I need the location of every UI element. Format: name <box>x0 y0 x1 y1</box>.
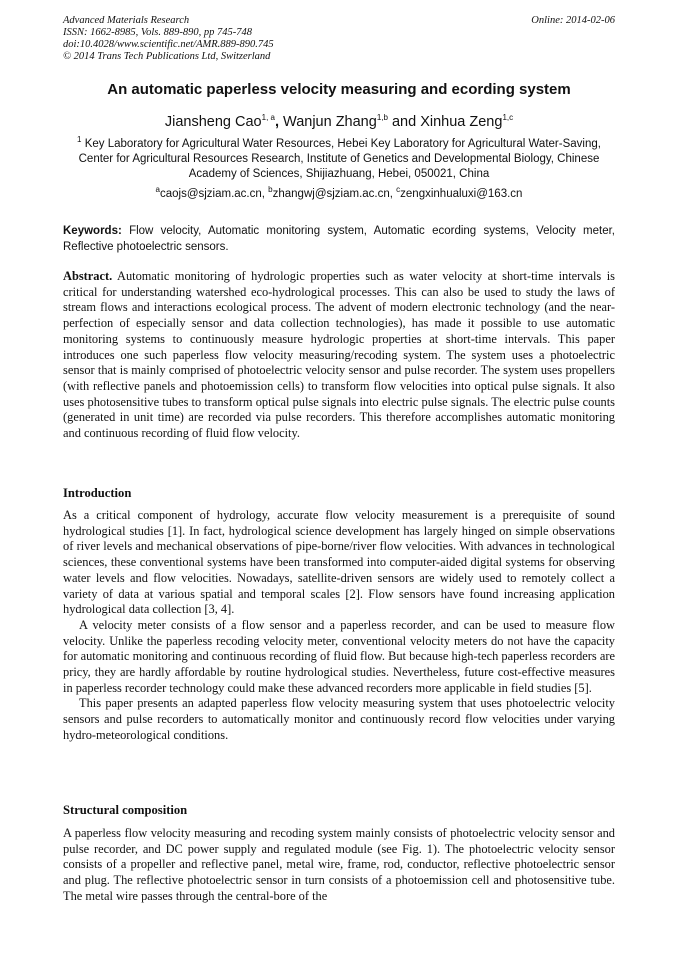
keywords-label: Keywords: <box>63 225 122 237</box>
introduction-heading: Introduction <box>63 486 132 500</box>
author-and: and <box>387 114 421 130</box>
author-name: Xinhua Zeng <box>420 114 503 130</box>
copyright-line: © 2014 Trans Tech Publications Ltd, Switzerland <box>63 51 271 62</box>
author-name: Wanjun Zhang <box>283 114 377 130</box>
doi-line: doi:10.4028/www.scientific.net/AMR.889-890.745 <box>63 39 274 50</box>
paragraph: A paperless flow velocity measuring and recoding system mainly consists of photoelectric velocity sensor and pulse recorder, and DC power supply and regulated module (see Fig. 1). The photoelectric velocity sensor consists of a propeller and reflective panel, metal wire, frame, rod, conductor, reflective photoelectric sensor and plug. The reflective photoelectric sensor in turn consists of a photoemission cell and photosensitive tube. The metal wire passes through the central-bore of the <box>63 826 615 903</box>
author-separator: , <box>274 114 284 130</box>
affiliation-text: Key Laboratory for Agricultural Water Resources, Hebei Key Laboratory for Agricultural Water-Saving, Center for Agricultural Resources Research, Institute of Genetics and Developmental Biology, Chinese Academy of Sciences, Shijiazhuang, Hebei, 050021, China <box>78 138 601 180</box>
author-list <box>0 114 678 130</box>
author-sup: 1,b <box>376 113 388 123</box>
keywords <box>63 224 615 255</box>
affiliation <box>75 137 603 182</box>
email-sup: b <box>268 185 273 195</box>
email: zhangwj@sjziam.ac.cn, <box>272 188 397 200</box>
structural-body <box>63 826 615 905</box>
author-sup: 1, a <box>261 113 275 123</box>
email-sup: c <box>396 185 401 195</box>
structural-heading: Structural composition <box>63 803 188 817</box>
abstract-text: Automatic monitoring of hydrologic properties such as water velocity at short-time intervals is critical for understanding watershed eco-hydrological processes. This can also be used to study the laws of stream flows and interactions ecological process. The advent of modern electronic technology (and the near-perfection of especially sensor and data collection technologies), has made it possible to use automatic monitoring systems to continuously measure hydrologic properties at short-time intervals. This paper introduces one such paperless flow velocity measuring/recoding system. The system uses a photoelectric sensor that is mainly comprised of photoelectric velocity sensor and pulse recorder. The system uses propellers (with reflective panels and photoemission cells) to transform flow velocities into optical pulse signals. It also uses photosensitive tubes to transform optical pulse signals into electric pulse signals. The electric pulse counts (generated in unit time) are recorded via pulse recorders. This therefore accomplishes automatic monitoring and continuous recording of fluid flow velocity. <box>63 269 615 441</box>
affiliation-sup: 1 <box>77 135 82 145</box>
paragraph: As a critical component of hydrology, accurate flow velocity measurement is a prerequisite of sound hydrological studies [1]. In fact, hydrological science development has largely hinged on simple observations of river levels and mechanical observations of pipe-borne/river flow velocities. With advances in technological sciences, these conventional systems have been transformed into computer-aided digital systems for observing water levels and flow velocities. Nowadays, satellite-driven sensors are widely used to remotely collect a variety of data at various spatial and temporal scales [2]. Flow sensors have found increasing application hydrological data collection [3, 4]. <box>63 508 615 617</box>
email: zengxinhualuxi@163.cn <box>400 188 523 200</box>
email-sup: a <box>155 185 160 195</box>
keywords-text: Flow velocity, Automatic monitoring system, Automatic ecording systems, Velocity meter, Reflective photoelectric sensors. <box>63 225 615 253</box>
introduction-body <box>63 508 615 744</box>
paper-title: An automatic paperless velocity measuring and ecording system <box>107 81 571 98</box>
author-name: Jiansheng Cao <box>164 114 262 130</box>
paragraph: This paper presents an adapted paperless flow velocity measuring system that uses photoelectric velocity sensors and pulse recorders to automatically monitor and continuously record flow velocities under varying hydro-meteorological conditions. <box>63 696 615 742</box>
email: caojs@sjziam.ac.cn, <box>159 188 269 200</box>
issn-line: ISSN: 1662-8985, Vols. 889-890, pp 745-748 <box>63 27 252 38</box>
paragraph: A velocity meter consists of a flow sensor and a paperless recorder, and can be used to measure flow velocity. Unlike the paperless recoding velocity meter, conventional velocity meters do not have the capacity for automatic monitoring and continuous recording of fluid flow. But because high-tech paperless recorders are pricy, they are hardly affordable by routine hydrological studies. Nevertheless, future cost-effective measures in paperless recorder technology could make these advanced recorders more applicable in field studies [5]. <box>63 617 615 695</box>
abstract-label: Abstract. <box>63 269 113 283</box>
author-sup: 1,c <box>502 113 514 123</box>
online-date: Online: 2014-02-06 <box>531 15 615 26</box>
author-emails <box>0 185 678 200</box>
journal-name: Advanced Materials Research <box>63 15 190 26</box>
abstract <box>63 269 615 442</box>
journal-header <box>63 15 615 63</box>
